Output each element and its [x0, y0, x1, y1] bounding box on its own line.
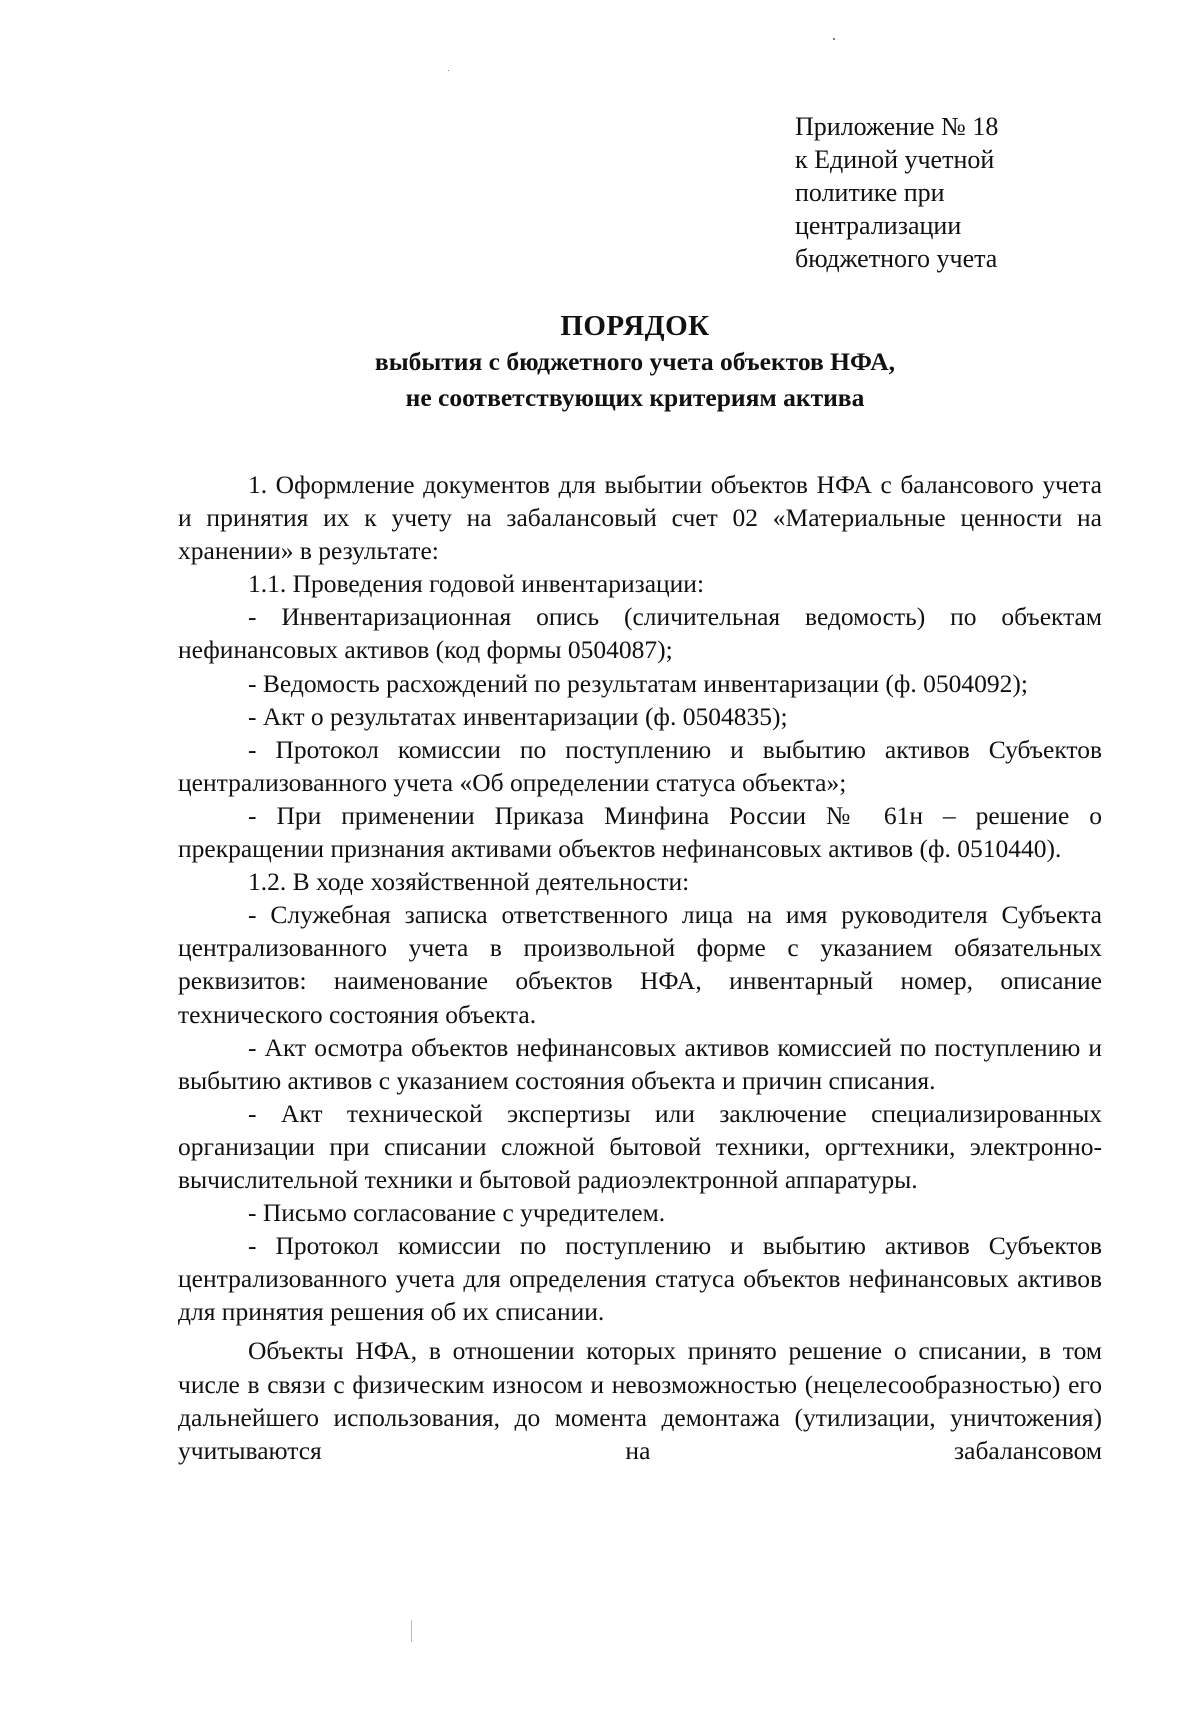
paragraph-2: Объекты НФА, в отношении которых принято решение о списании, в том числе в связи с физическим износом и невозможностью (нецелесообразностью) его дальнейшего использования, до момента демонтажа (утилизации, уничтожения) учитываются на забалансовом	[178, 1336, 1102, 1465]
list-item: - Протокол комиссии по поступлению и выбытию активов Субъектов централизованного учета для определения статуса объектов нефинансовых активов для принятия решения об их списании.	[178, 1231, 1102, 1327]
list-item: - Акт технической экспертизы или заключение специализированных организации при списании сложной бытовой техники, оргтехники, электронно-вычислительной техники и бытовой радиоэлектронной аппаратуры.	[178, 1098, 1102, 1194]
title-subtitle-line-2: не соответствующих критериям актива	[405, 383, 865, 412]
list-item: - Ведомость расхождений по результатам инвентаризации (ф. 0504092);	[248, 668, 1028, 698]
annex-line: централизации	[795, 211, 962, 240]
list-item: - Акт о результатах инвентаризации (ф. 0504835);	[248, 701, 788, 731]
title-main: ПОРЯДОК	[560, 310, 710, 342]
scan-speck	[448, 70, 449, 71]
list-item: - Инвентаризационная опись (сличительная ведомость) по объектам нефинансовых активов (код формы 0504087);	[178, 602, 1102, 665]
annex-line: Приложение № 18	[795, 112, 999, 141]
annex-line: бюджетного учета	[795, 244, 998, 273]
document-title	[0, 308, 1200, 416]
list-item: - Протокол комиссии по поступлению и выбытию активов Субъектов централизованного учета «Об определении статуса объекта»;	[178, 734, 1102, 797]
paragraph-1-1: 1.1. Проведения годовой инвентаризации:	[248, 569, 705, 599]
list-item: - Акт осмотра объектов нефинансовых активов комиссией по поступлению и выбытию активов с указанием состояния объекта и причин списания.	[178, 1032, 1102, 1095]
list-item: - При применении Приказа Минфина России № 61н – решение о прекращении признания активами объектов нефинансовых активов (ф. 0510440).	[178, 800, 1102, 864]
scan-speck	[833, 38, 835, 40]
paragraph-1: 1. Оформление документов для выбытии объектов НФА с балансового учета и принятия их к учету на забалансовый счет 02 «Материальные ценности на хранении» в результате:	[178, 470, 1102, 566]
scan-speck	[411, 1620, 412, 1642]
annex-reference	[795, 110, 998, 275]
paragraph-1-2: 1.2. В ходе хозяйственной деятельности:	[248, 867, 690, 897]
title-subtitle-line-1: выбытия с бюджетного учета объектов НФА,	[374, 347, 896, 376]
annex-line: к Единой учетной	[795, 145, 995, 174]
document-body	[178, 468, 1102, 1467]
list-item: - Служебная записка ответственного лица на имя руководителя Субъекта централизованного учета в произвольной форме с указанием обязательных реквизитов: наименование объектов НФА, инвентарный номер, описание технического состояния объекта.	[178, 900, 1102, 1029]
list-item: - Письмо согласование с учредителем.	[248, 1198, 666, 1228]
annex-line: политике при	[795, 178, 945, 207]
